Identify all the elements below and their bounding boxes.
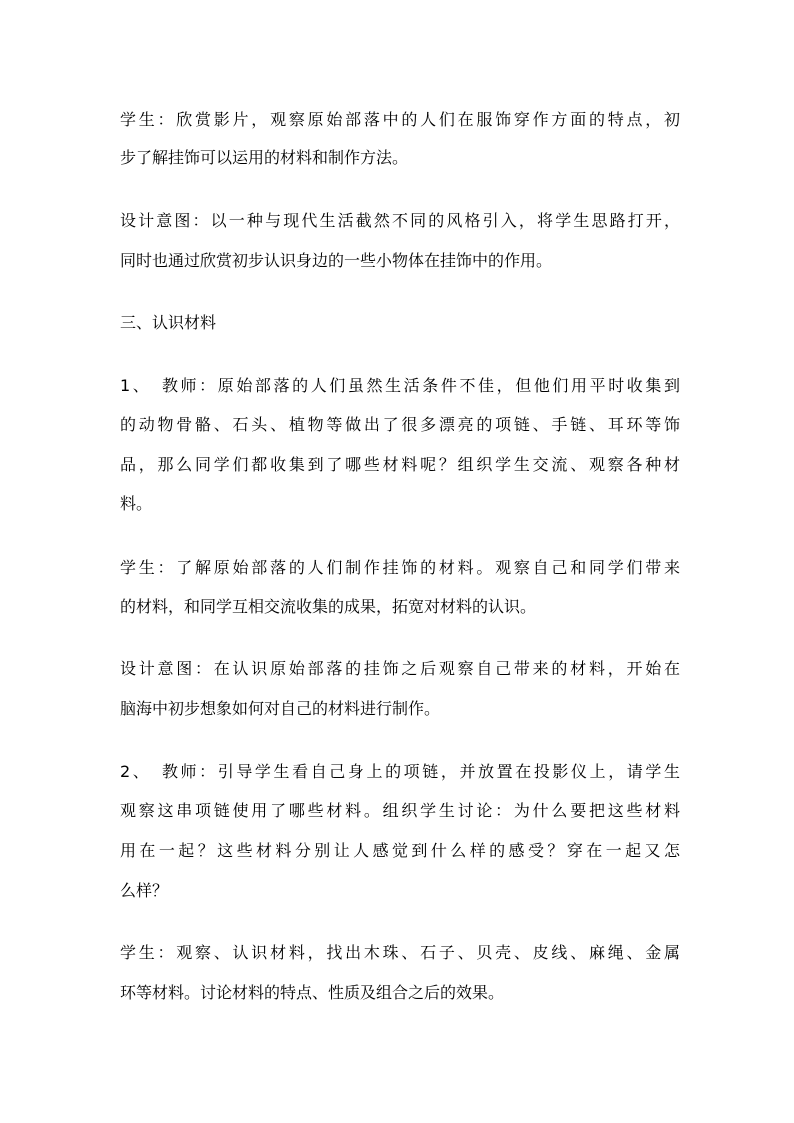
text-line: 同时也通过欣赏初步认识身边的一些小物体在挂饰中的作用。 [120, 251, 553, 270]
text-line: 脑海中初步想象如何对自己的材料进行制作。 [120, 699, 441, 718]
text-line: 用在一起？这些材料分别让人感觉到什么样的感受？穿在一起又怎 [120, 841, 680, 860]
section-heading: 三、认识材料 [120, 313, 217, 332]
text-line: 设计意图：以一种与现代生活截然不同的风格引入，将学生思路打开， [120, 211, 680, 230]
text-line: 步了解挂饰可以运用的材料和制作方法。 [120, 148, 409, 167]
text-line: 2、 教师：引导学生看自己身上的项链，并放置在投影仪上，请学生 [120, 762, 680, 781]
text-line: 1、 教师：原始部落的人们虽然生活条件不佳，但他们用平时收集到 [120, 376, 680, 395]
text-line: 料。 [120, 494, 153, 513]
text-line: 么样？ [120, 881, 169, 900]
text-line: 学生：观察、认识材料，找出木珠、石子、贝壳、皮线、麻绳、金属 [120, 943, 680, 962]
text-line: 的动物骨骼、石头、植物等做出了很多漂亮的项链、手链、耳环等饰 [120, 415, 680, 434]
text-line: 的材料，和同学互相交流收集的成果，拓宽对材料的认识。 [120, 597, 537, 616]
text-line: 品，那么同学们都收集到了哪些材料呢？组织学生交流、观察各种材 [120, 455, 680, 474]
text-line: 观察这串项链使用了哪些材料。组织学生讨论：为什么要把这些材料 [120, 801, 680, 820]
text-line: 环等材料。讨论材料的特点、性质及组合之后的效果。 [120, 983, 505, 1002]
text-line: 设计意图：在认识原始部落的挂饰之后观察自己带来的材料，开始在 [120, 659, 680, 678]
text-line: 学生：欣赏影片，观察原始部落中的人们在服饰穿作方面的特点，初 [120, 110, 680, 129]
text-line: 学生：了解原始部落的人们制作挂饰的材料。观察自己和同学们带来 [120, 558, 680, 577]
